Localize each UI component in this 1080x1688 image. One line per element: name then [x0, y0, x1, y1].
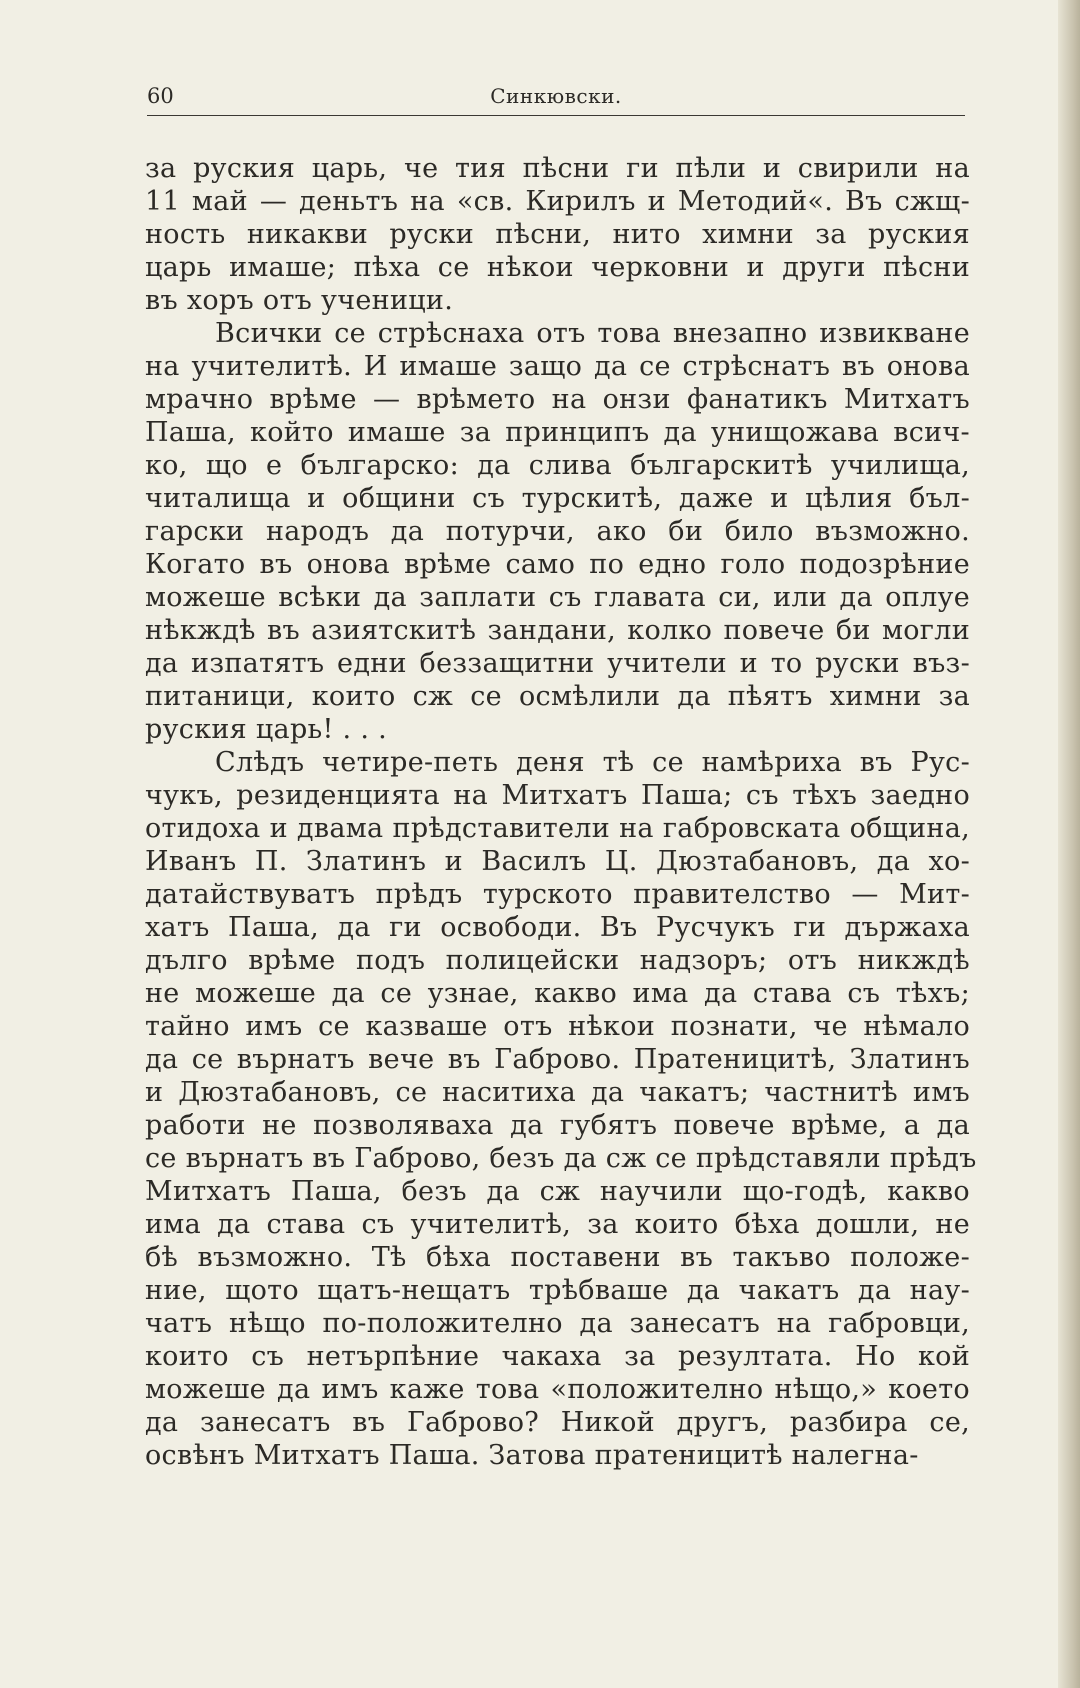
text-line: освѣнъ Митхатъ Паша. Затова пратеницитѣ налегна- [145, 1440, 919, 1471]
page-number: 60 [147, 84, 174, 108]
text-line: дълго врѣме подъ полицейски надзоръ; отъ никждѣ [145, 945, 970, 976]
text-line: ние, щото щатъ-нещатъ трѣбваше да чакатъ да нау- [145, 1275, 970, 1306]
paragraph [145, 317, 970, 746]
text-line: се върнатъ въ Габрово, безъ да сж се прѣдставяли прѣдъ [145, 1143, 977, 1174]
text-line: бѣ възможно. Тѣ бѣха поставени въ такъво положе- [145, 1242, 970, 1273]
text-line: питаници, които сж се осмѣлили да пѣятъ химни за [145, 681, 970, 712]
text-line: има да става съ учителитѣ, за които бѣха дошли, не [145, 1209, 970, 1240]
paragraph [145, 746, 977, 1472]
body-text [145, 152, 977, 1472]
text-line: чукъ, резиденцията на Митхатъ Паша; съ тѣхъ заедно [145, 780, 970, 811]
text-line: руския царь! . . . [145, 714, 387, 745]
text-line: мрачно врѣме — врѣмето на онзи фанатикъ Митхатъ [145, 384, 970, 415]
text-line: читалища и общини съ турскитѣ, даже и цѣлия бъл- [145, 483, 970, 514]
text-line: хатъ Паша, да ги освободи. Въ Русчукъ ги държаха [145, 912, 970, 943]
text-line: Всички се стрѣснаха отъ това внезапно извикване [215, 318, 970, 349]
text-line: тайно имъ се казваше отъ нѣкои познати, че нѣмало [145, 1011, 970, 1042]
text-line: Иванъ П. Златинъ и Василъ Ц. Дюзтабановъ, да хо- [145, 846, 970, 877]
text-line: царь имаше; пѣха се нѣкои черковни и други пѣсни [145, 252, 970, 283]
text-line: ность никакви руски пѣсни, нито химни за руския [145, 219, 970, 250]
running-head: Синкювски. [490, 84, 622, 108]
header-rule [147, 115, 965, 116]
text-line: Слѣдъ четире-петь деня тѣ се намѣриха въ Рус- [215, 747, 970, 778]
text-line: да се върнатъ вече въ Габрово. Пратеницитѣ, Златинъ [145, 1044, 970, 1075]
paragraph [145, 152, 970, 317]
page-header [147, 80, 965, 116]
text-line: можеше всѣки да заплати съ главата си, или да оплуе [145, 582, 970, 613]
text-line: за руския царь, че тия пѣсни ги пѣли и свирили на [145, 153, 970, 184]
text-line: работи не позволяваха да губятъ повече врѣме, а да [145, 1110, 970, 1141]
text-line: и Дюзтабановъ, се наситиха да чакатъ; частнитѣ имъ [145, 1077, 970, 1108]
text-line: не можеше да се узнае, какво има да става съ тѣхъ; [145, 978, 970, 1009]
text-line: чатъ нѣщо по-положително да занесатъ на габровци, [145, 1308, 970, 1339]
text-line: нѣкждѣ въ азиятскитѣ зандани, колко повече би могли [145, 615, 970, 646]
text-line: 11 май — деньтъ на «св. Кирилъ и Методий«. Въ сжщ- [145, 186, 970, 217]
text-line: на учителитѣ. И имаше защо да се стрѣснатъ въ онова [145, 351, 970, 382]
page-edge-shadow [1058, 0, 1080, 1688]
text-line: отидоха и двама прѣдставители на габровската община, [145, 813, 970, 844]
text-line: въ хоръ отъ ученици. [145, 285, 454, 316]
text-line: можеше да имъ каже това «положително нѣщо,» което [145, 1374, 970, 1405]
text-line: които съ нетърпѣние чакаха за резултата. Но кой [145, 1341, 970, 1372]
text-line: да занесатъ въ Габрово? Никой другъ, разбира се, [145, 1407, 970, 1438]
text-line: Паша, който имаше за принципъ да унищожава всич- [145, 417, 970, 448]
text-line: датайствуватъ прѣдъ турското правителство — Мит- [145, 879, 970, 910]
text-line: да изпатятъ едни беззащитни учители и то руски въз- [145, 648, 970, 679]
text-line: Митхатъ Паша, безъ да сж научили що-годѣ, какво [145, 1176, 970, 1207]
text-line: гарски народъ да потурчи, ако би било възможно. [145, 516, 970, 547]
text-line: ко, що е българско: да слива българскитѣ училища, [145, 450, 970, 481]
text-line: Когато въ онова врѣме само по едно голо подозрѣние [145, 549, 970, 580]
